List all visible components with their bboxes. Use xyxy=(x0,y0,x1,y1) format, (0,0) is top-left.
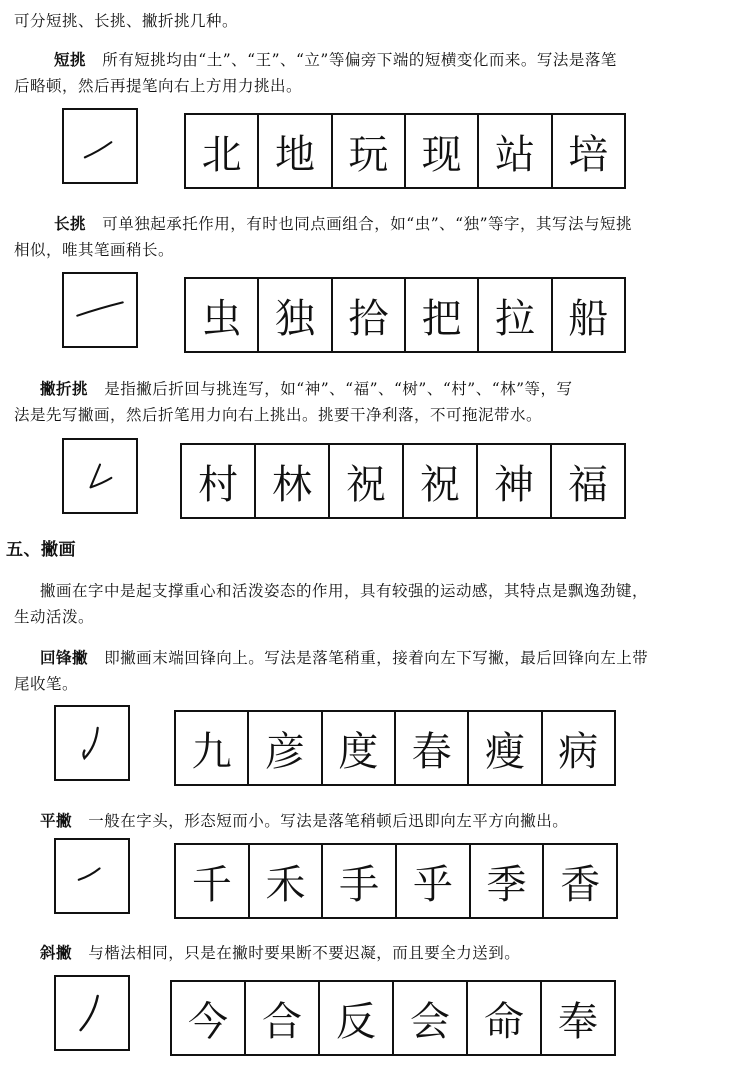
example-char: 季 xyxy=(471,845,545,917)
long-tiao-para-line1: 长挑 可单独起承托作用，有时也同点画组合，如“虫”、“独”等字，其写法与短挑 xyxy=(54,215,632,233)
example-char: 玩 xyxy=(333,115,406,187)
example-char: 瘦 xyxy=(469,712,542,784)
example-char: 命 xyxy=(468,982,542,1054)
slant-pie-para: 斜撇 与楷法相同，只是在撇时要果断不要迟凝，而且要全力送到。 xyxy=(40,944,521,962)
example-char: 拾 xyxy=(333,279,406,351)
return-falling-stroke-icon xyxy=(56,707,128,779)
fold-tiao-para-line1: 撇折挑 是指撇后折回与挑连写，如“神”、“福”、“树”、“村”、“林”等，写 xyxy=(40,380,573,398)
pie-intro-line1: 撇画在字中是起支撑重心和活泼姿态的作用，具有较强的运动感，其特点是飘逸劲键， xyxy=(40,582,649,600)
example-char: 地 xyxy=(259,115,332,187)
stroke-sample-box xyxy=(54,705,130,781)
long-tiao-para-line2: 相似，唯其笔画稍长。 xyxy=(14,241,175,259)
example-characters-row xyxy=(180,443,626,519)
pie-intro-line2: 生动活泼。 xyxy=(14,608,95,626)
example-char: 福 xyxy=(568,461,608,508)
example-char: 祝 xyxy=(404,445,478,517)
example-char: 站 xyxy=(479,115,552,187)
example-char: 反 xyxy=(320,982,394,1054)
section-heading: 五、撇画 xyxy=(6,540,76,560)
example-char: 培 xyxy=(568,131,609,178)
example-char: 香 xyxy=(560,861,601,908)
stroke-sample-box xyxy=(54,975,130,1051)
example-char: 彦 xyxy=(249,712,322,784)
example-char: 拉 xyxy=(479,279,552,351)
example-char: 林 xyxy=(256,445,330,517)
stroke-sample-box xyxy=(62,272,138,348)
example-char: 祝 xyxy=(330,445,404,517)
example-char: 合 xyxy=(246,982,320,1054)
example-char: 九 xyxy=(176,712,249,784)
term-return-pie: 回锋撇 xyxy=(40,649,89,667)
term-fold-tiao: 撇折挑 xyxy=(40,380,89,398)
example-char: 把 xyxy=(406,279,479,351)
example-char: 虫 xyxy=(186,279,259,351)
fold-tiao-para-line2: 法是先写撇画，然后折笔用力向右上挑出。挑要干净利落，不可拖泥带水。 xyxy=(14,406,543,424)
example-char: 奉 xyxy=(558,998,598,1045)
stroke-sample-box xyxy=(54,838,130,914)
term-short-tiao: 短挑 xyxy=(54,51,87,69)
return-pie-para-line1: 回锋撇 即撇画末端回锋向上。写法是落笔稍重，接着向左下写撇，最后回锋向左上带 xyxy=(40,649,649,667)
stroke-sample-box xyxy=(62,438,138,514)
term-long-tiao: 长挑 xyxy=(54,215,87,233)
long-rising-stroke-icon xyxy=(64,274,136,346)
short-tiao-para-line1: 短挑 所有短挑均由“土”、“王”、“立”等偏旁下端的短横变化而来。写法是落笔 xyxy=(54,51,617,69)
term-slant-pie: 斜撇 xyxy=(40,944,73,962)
example-char: 病 xyxy=(558,728,599,775)
short-rising-stroke-icon xyxy=(64,110,136,182)
example-char: 神 xyxy=(478,445,552,517)
term-flat-pie: 平撇 xyxy=(40,812,73,830)
example-char: 北 xyxy=(186,115,259,187)
example-char: 春 xyxy=(396,712,469,784)
example-char: 乎 xyxy=(397,845,471,917)
flat-falling-stroke-icon xyxy=(56,840,128,912)
example-char: 手 xyxy=(323,845,397,917)
return-pie-para-line2: 尾收笔。 xyxy=(14,675,79,693)
example-characters-row xyxy=(170,980,616,1056)
stroke-sample-box xyxy=(62,108,138,184)
short-tiao-para-line2: 后略顿，然后再提笔向右上方用力挑出。 xyxy=(14,77,303,95)
slant-falling-stroke-icon xyxy=(56,977,128,1049)
example-char: 船 xyxy=(568,295,609,342)
example-char: 千 xyxy=(176,845,250,917)
fold-rising-stroke-icon xyxy=(64,440,136,512)
example-char: 独 xyxy=(259,279,332,351)
example-characters-row xyxy=(174,710,616,786)
example-char: 现 xyxy=(406,115,479,187)
example-char: 村 xyxy=(182,445,256,517)
example-characters-row xyxy=(184,277,626,353)
example-characters-row xyxy=(174,843,618,919)
example-char: 会 xyxy=(394,982,468,1054)
flat-pie-para: 平撇 一般在字头，形态短而小。写法是落笔稍顿后迅即向左平方向撇出。 xyxy=(40,812,569,830)
example-char: 今 xyxy=(172,982,246,1054)
intro-text: 可分短挑、长挑、撇折挑几种。 xyxy=(14,12,239,30)
example-char: 禾 xyxy=(250,845,324,917)
example-characters-row xyxy=(184,113,626,189)
example-char: 度 xyxy=(323,712,396,784)
